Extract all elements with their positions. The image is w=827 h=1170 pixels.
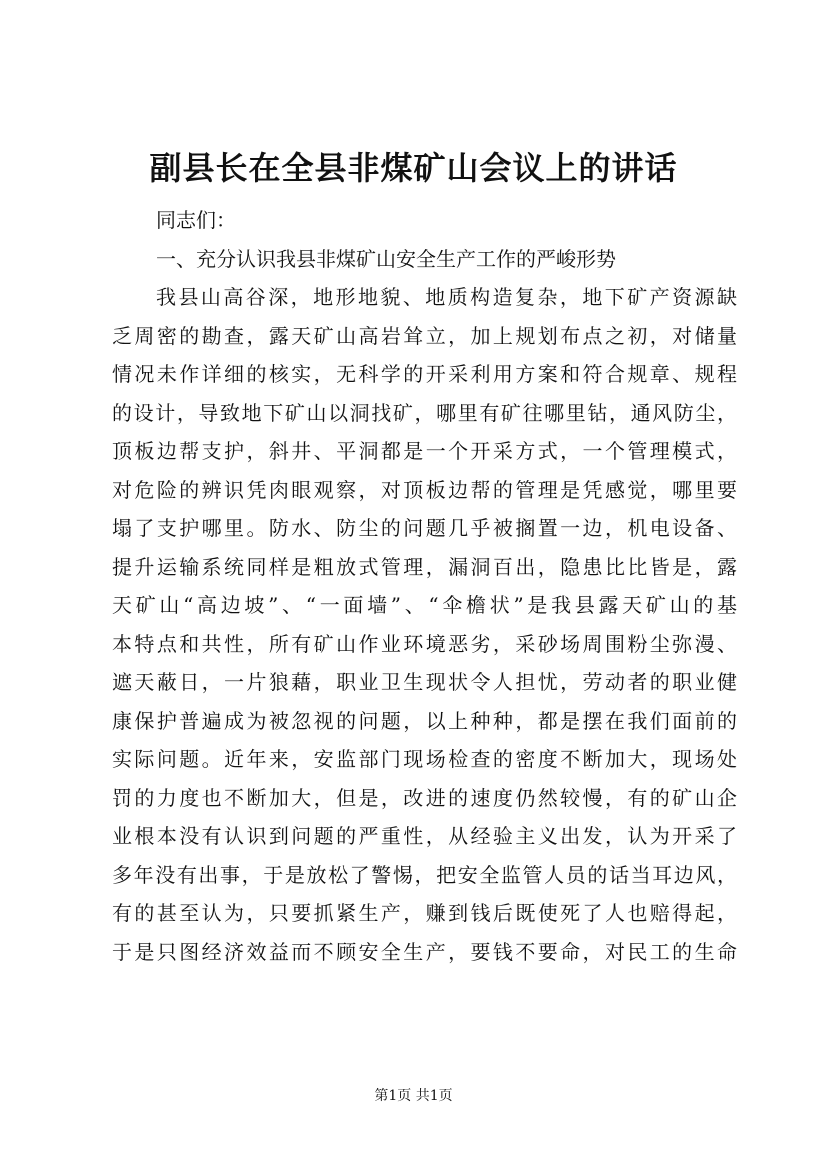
paragraph-line: 实际问题。近年来，安监部门现场检查的密度不断加大，现场处 <box>112 747 737 771</box>
paragraph-line: 乏周密的勘查，露天矿山高岩耸立，加上规划布点之初，对储量 <box>112 323 737 348</box>
paragraph-line: 我县山高谷深，地形地貌、地质构造复杂，地下矿产资源缺 <box>156 285 737 309</box>
paragraph-line: 本特点和共性，所有矿山作业环境恶劣，采砂场周围粉尘弥漫、 <box>112 631 737 656</box>
paragraph-line: 康保护普遍成为被忽视的问题，以上种种，都是摆在我们面前的 <box>112 708 737 733</box>
page-title: 副县长在全县非煤矿山会议上的讲话 <box>149 149 678 187</box>
paragraph-line: 塌了支护哪里。防水、防尘的问题几乎被搁置一边，机电设备、 <box>112 516 737 540</box>
paragraph-line: 情况未作详细的核实，无科学的开采利用方案和符合规章、规程 <box>112 362 737 386</box>
paragraph-line: 的设计，导致地下矿山以洞找矿，哪里有矿往哪里钻，通风防尘， <box>112 400 737 425</box>
paragraph-line: 遮天蔽日，一片狼藉，职业卫生现状令人担忧，劳动者的职业健 <box>112 670 737 694</box>
paragraph-line: 天矿山“高边坡”、“一面墙”、“伞檐状”是我县露天矿山的基 <box>112 593 737 617</box>
paragraph-line: 对危险的辨识凭肉眼观察，对顶板边帮的管理是凭感觉，哪里要 <box>112 477 737 502</box>
page-footer: 第1页 共1页 <box>374 1088 453 1104</box>
paragraph-line: 提升运输系统同样是粗放式管理，漏洞百出，隐患比比皆是，露 <box>112 554 737 579</box>
paragraph-line: 业根本没有认识到问题的严重性，从经验主义出发，认为开采了 <box>112 824 737 848</box>
greeting: 同志们： <box>156 208 236 232</box>
section-heading: 一、充分认识我县非煤矿山安全生产工作的严峻形势 <box>156 246 616 271</box>
document-body <box>112 201 737 971</box>
paragraph-line: 多年没有出事，于是放松了警惕，把安全监管人员的话当耳边风， <box>112 862 737 887</box>
paragraph-line: 有的甚至认为，只要抓紧生产，赚到钱后既使死了人也赔得起， <box>112 901 737 925</box>
paragraph-line: 于是只图经济效益而不顾安全生产，要钱不要命，对民工的生命 <box>112 939 737 964</box>
paragraph-line: 罚的力度也不断加大，但是，改进的速度仍然较慢，有的矿山企 <box>112 785 737 810</box>
paragraph-line: 顶板边帮支护，斜井、平洞都是一个开采方式，一个管理模式， <box>112 439 737 463</box>
